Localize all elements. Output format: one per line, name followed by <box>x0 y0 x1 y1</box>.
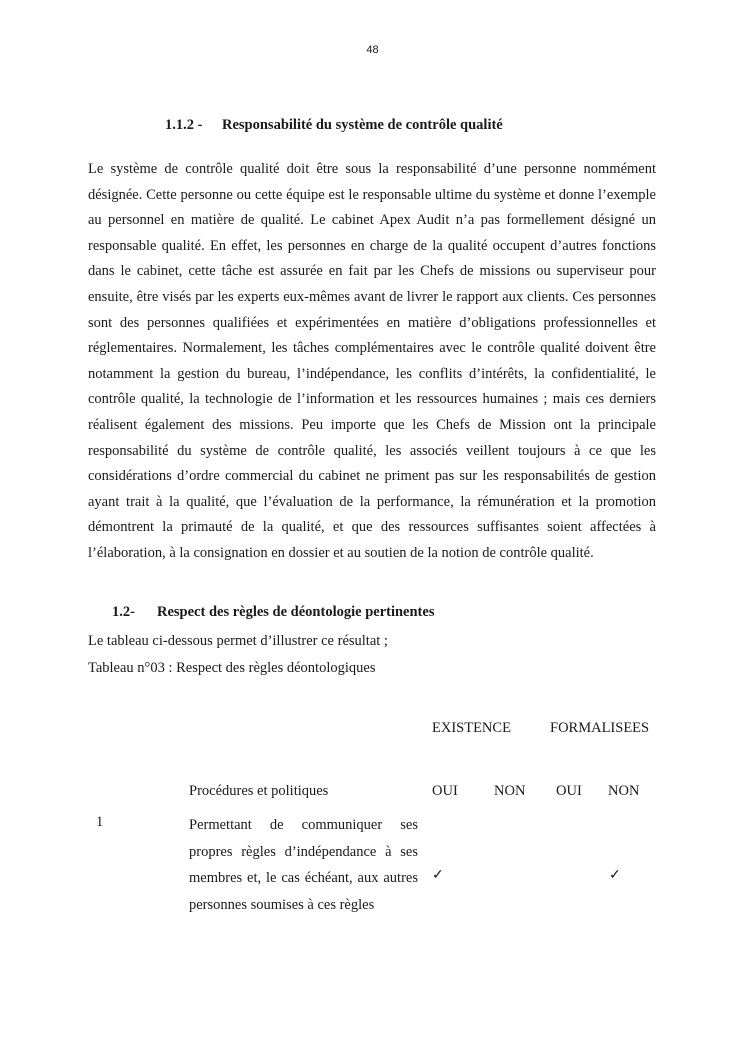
section-heading-1-1-2 <box>165 117 503 134</box>
page-number: 48 <box>366 44 379 56</box>
row-text-line: personnes soumises à ces règles <box>189 896 375 913</box>
row-text-line: propres règles d’indépendance à ses <box>189 843 418 860</box>
section-heading-1-2 <box>112 604 434 621</box>
check-formalisees-non-icon: ✓ <box>609 868 621 883</box>
row-index: 1 <box>96 814 104 830</box>
header-formalisees-oui: OUI <box>556 783 582 799</box>
row-procedure-text <box>189 812 418 918</box>
header-formalisees: FORMALISEES <box>550 720 650 736</box>
section-number: 1.1.2 - <box>165 117 203 133</box>
section-title: Responsabilité du système de contrôle qualité <box>222 117 503 133</box>
section-number: 1.2- <box>112 604 135 620</box>
row-text-line: membres et, le cas échéant, aux autres <box>189 870 418 886</box>
check-existence-oui-icon: ✓ <box>432 868 444 883</box>
row-text-line: Permettant de communiquer ses <box>189 817 418 833</box>
header-procedures: Procédures et politiques <box>189 783 329 799</box>
header-formalisees-non: NON <box>608 783 640 799</box>
body-paragraph: Le système de contrôle qualité doit être sous la responsabilité d’une personne nommément désignée. Cette personne ou cette équipe est le responsable ultime du système et donne l’exemple au personnel en matière de qualité. Le cabinet Apex Audit n’a pas formellement désigné un responsable qualité. En effet, les personnes en charge de la qualité occupent d’autres fonctions dans le cabinet, cette tâche est assurée en fait par les Chefs de missions ou superviseur pour ensuite, être visés par les experts eux-mêmes avant de livrer le rapport aux clients. Ces personnes sont des personnes qualifiées et expérimentées en matière d’obligations professionnelles et réglementaires. Normalement, les tâches complémentaires avec le contrôle qualité doivent être notamment la gestion du bureau, l’indépendance, les conflits d’intérêts, la confidentialité, le contrôle qualité, la technologie de l’information et les ressources humaines ; mais ces derniers réalisent également des missions. Peu importe que les Chefs de Mission ont la principale responsabilité du système de contrôle qualité, les associés veillent toujours à ce que les considérations d’ordre commercial du cabinet ne priment pas sur les responsabilités de gestion ayant trait à la qualité, que l’évaluation de la performance, la rémunération et la promotion démontrent la primauté de la qualité, et que des ressources suffisantes soient affectées à l’élaboration, à la consignation en dossier et au soutien de la notion de contrôle qualité. <box>88 161 656 561</box>
header-existence-non: NON <box>494 783 526 799</box>
section-title: Respect des règles de déontologie pertinentes <box>157 604 435 620</box>
header-existence: EXISTENCE <box>432 720 511 736</box>
table-caption: Tableau n°03 : Respect des règles déontologiques <box>88 660 376 676</box>
header-existence-oui: OUI <box>432 783 458 799</box>
intro-line: Le tableau ci-dessous permet d’illustrer ce résultat ; <box>88 633 388 649</box>
